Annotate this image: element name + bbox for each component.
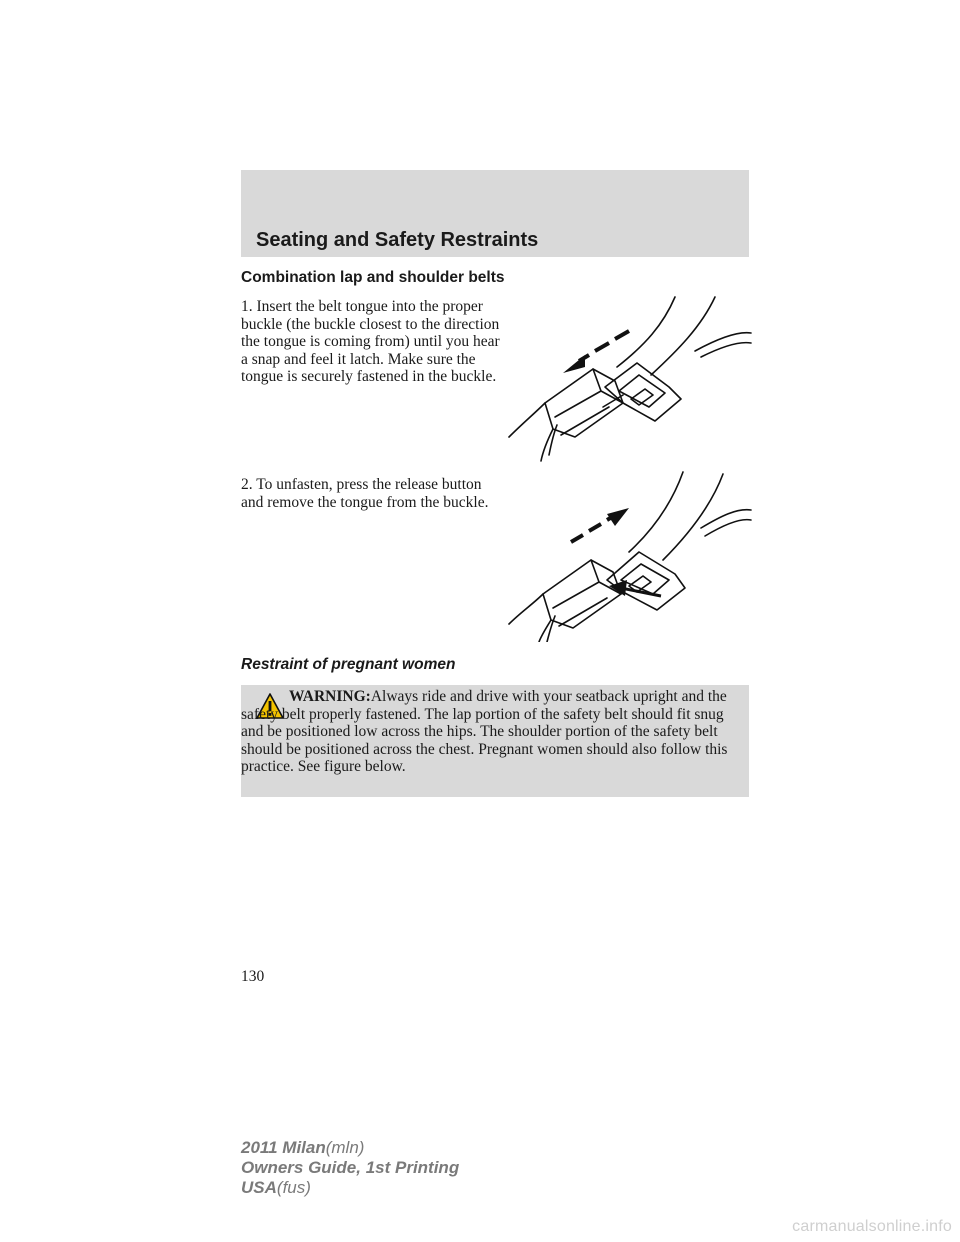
- footer-region: USA: [241, 1178, 277, 1197]
- watermark: carmanualsonline.info: [792, 1218, 952, 1235]
- warning-body: Always ride and drive with your seatback upright and the safety belt properly fastened. The lap portion of the safety belt should fit snug and be positioned low across the hips. The shoulder portion of the safety belt should be positioned across the chest. Pregnant women should also follow this practice. See figure below.: [241, 688, 728, 776]
- page-number: 130: [241, 968, 265, 985]
- warning-label: WARNING:: [289, 688, 371, 705]
- footer-region-code: (fus): [276, 1178, 311, 1197]
- step-1-text: 1. Insert the belt tongue into the proper buckle (the buckle closest to the direction the tongue is coming from) until you hear a snap and feel it latch. Make sure the tongue is securely fastened in the buckle.: [241, 298, 500, 386]
- pregnant-women-heading: Restraint of pregnant women: [241, 656, 456, 673]
- subsection-heading: Combination lap and shoulder belts: [241, 269, 505, 286]
- buckle-fasten-illustration: [505, 295, 755, 463]
- step-2-text: 2. To unfasten, press the release button and remove the tongue from the buckle.: [241, 476, 489, 511]
- buckle-release-illustration: [505, 470, 755, 642]
- footer-guide: Owners Guide, 1st Printing: [241, 1158, 460, 1177]
- footer-info: [241, 1138, 459, 1198]
- warning-text-block: [241, 688, 737, 776]
- section-title: Seating and Safety Restraints: [256, 229, 539, 251]
- footer-model-code: (mln): [325, 1138, 365, 1157]
- footer-model: 2011 Milan: [241, 1138, 326, 1157]
